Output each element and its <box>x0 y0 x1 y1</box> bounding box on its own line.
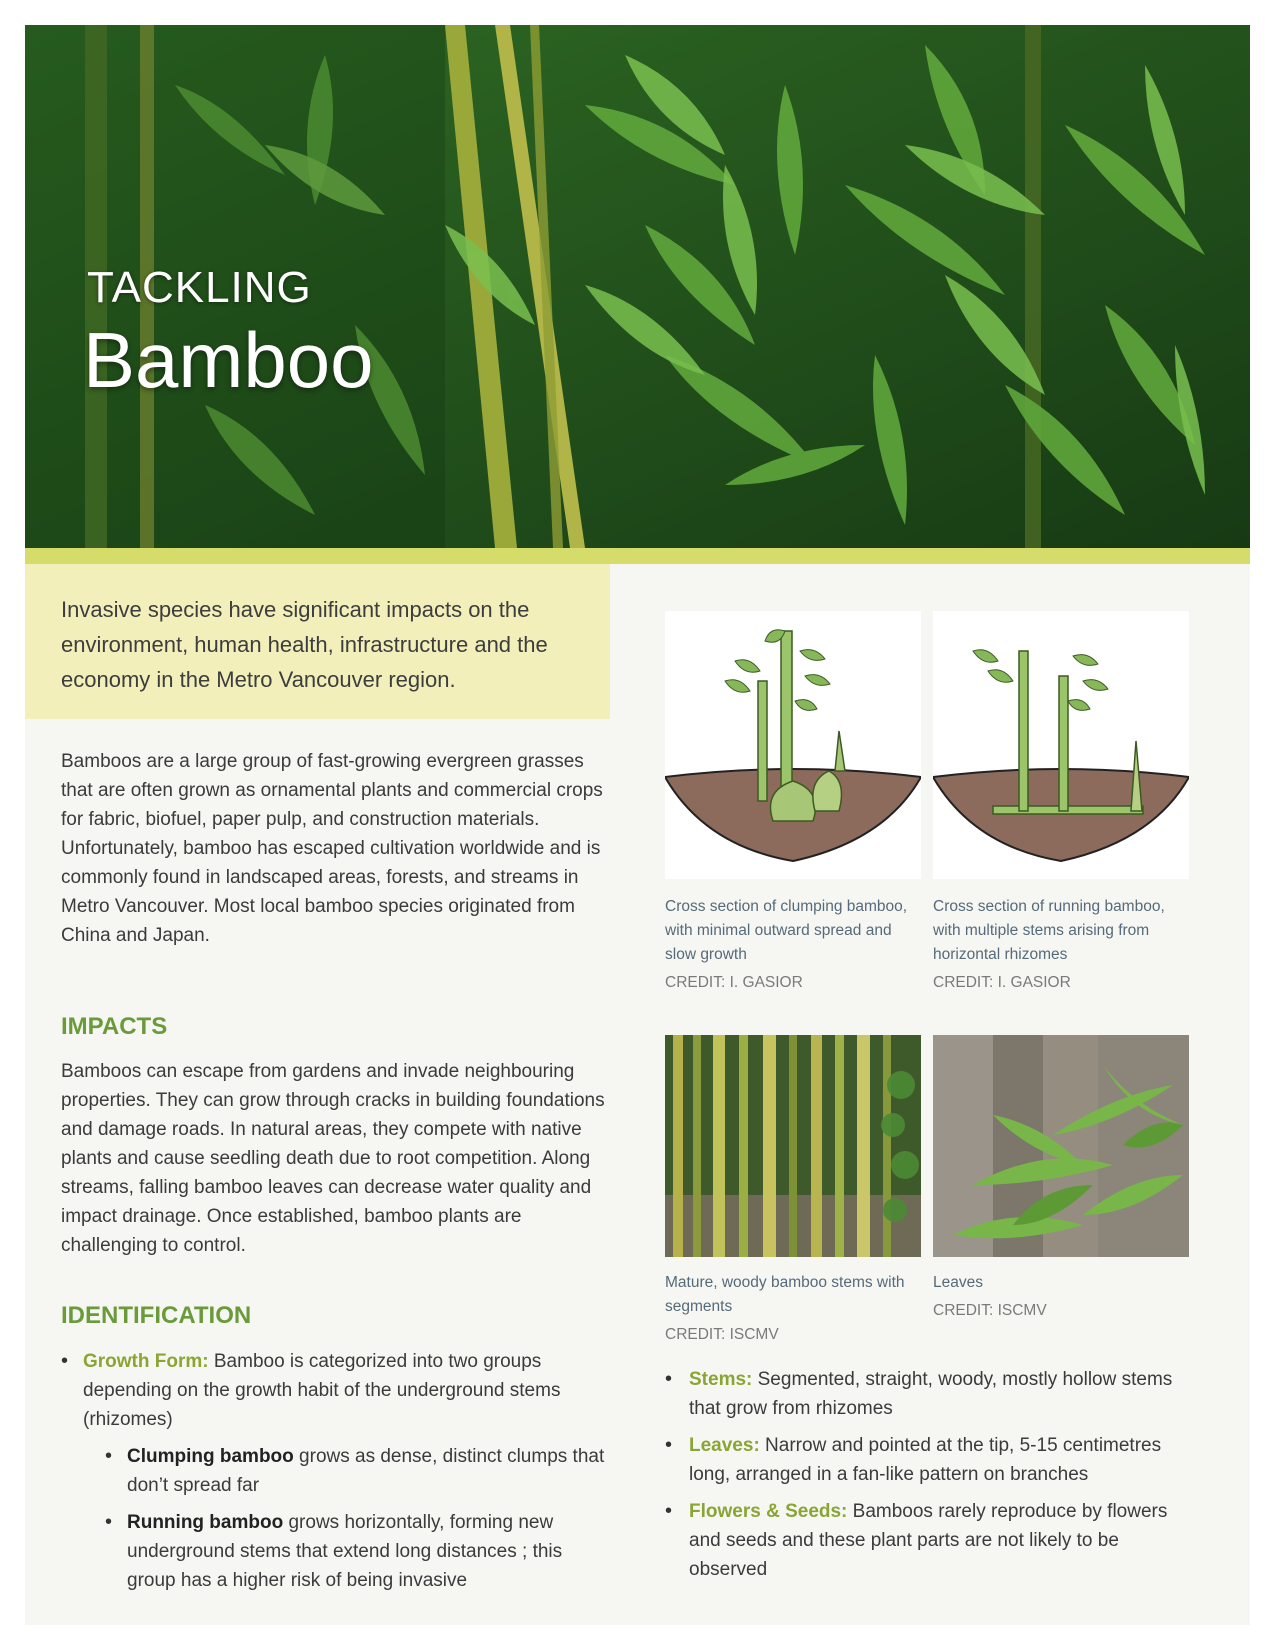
figure-caption-stems <box>665 1271 921 1347</box>
credit-text: CREDIT: I. GASIOR <box>665 974 803 991</box>
list-item-clumping <box>105 1442 609 1500</box>
identification-list <box>61 1347 609 1603</box>
running-bamboo-illustration <box>933 611 1189 879</box>
impacts-paragraph: Bamboos can escape from gardens and invade neighbouring properties. They can grow through cracks in building foundations and damage roads. In natural areas, they compete with native plants and cause seedling death due to root competition. Along streams, falling bamboo leaves can decrease water quality and impact drainage. Once established, bamboo plants are challenging to control. <box>61 1061 605 1256</box>
caption-text: Mature, woody bamboo stems with segments <box>665 1274 905 1315</box>
intro-text: Invasive species have significant impacts on the environment, human health, infrastructure and the economy in the Metro Vancouver region. <box>61 597 548 692</box>
clumping-term: Clumping bamboo <box>127 1446 294 1467</box>
hero-banner <box>25 25 1250 548</box>
credit-text: CREDIT: ISCMV <box>665 1326 779 1343</box>
leaves-term: Leaves: <box>689 1435 760 1456</box>
list-item-growth-form <box>61 1347 609 1595</box>
caption-text: Leaves <box>933 1274 983 1291</box>
identification-heading: IDENTIFICATION <box>61 1302 252 1329</box>
page-title: Bamboo <box>83 316 374 404</box>
list-item-flowers-seeds <box>665 1497 1190 1584</box>
intro-callout <box>25 564 610 719</box>
clumping-text: grows as dense, distinct clumps that don’t spread far <box>127 1446 605 1496</box>
stems-term: Stems: <box>689 1369 753 1390</box>
running-term: Running bamboo <box>127 1512 284 1533</box>
bamboo-stems-photo <box>665 1035 921 1257</box>
list-item-leaves <box>665 1431 1190 1489</box>
flowers-seeds-term: Flowers & Seeds: <box>689 1501 848 1522</box>
flowers-seeds-text: Bamboos rarely reproduce by flowers and seeds and these plant parts are not likely to be observed <box>689 1501 1168 1580</box>
credit-text: CREDIT: ISCMV <box>933 1302 1047 1319</box>
bamboo-leaves-photo <box>933 1035 1189 1257</box>
list-item-running <box>105 1508 609 1595</box>
figure-caption-leaves <box>933 1271 1189 1323</box>
overview-paragraph: Bamboos are a large group of fast-growing evergreen grasses that are often grown as ornamental plants and commercial crops for fabric, biofuel, paper pulp, and construction materials. Unfortunately, bamboo has escaped cultivation worldwide and is commonly found in landscaped areas, forests, and streams in Metro Vancouver. Most local bamboo species originated from China and Japan. <box>61 751 603 946</box>
stems-text: Segmented, straight, woody, mostly hollow stems that grow from rhizomes <box>689 1369 1173 1419</box>
growth-form-text: Bamboo is categorized into two groups depending on the growth habit of the underground stems (rhizomes) <box>83 1351 561 1430</box>
accent-band <box>25 548 1250 564</box>
caption-text: Cross section of running bamboo, with multiple stems arising from horizontal rhizomes <box>933 898 1165 963</box>
features-list <box>665 1365 1190 1592</box>
list-item-stems <box>665 1365 1190 1423</box>
figure-caption-clumping <box>665 895 921 995</box>
growth-form-term: Growth Form: <box>83 1351 209 1372</box>
growth-form-sublist <box>83 1442 609 1595</box>
leaves-text: Narrow and pointed at the tip, 5-15 centimetres long, arranged in a fan-like pattern on branches <box>689 1435 1162 1485</box>
figure-caption-running <box>933 895 1189 995</box>
credit-text: CREDIT: I. GASIOR <box>933 974 1071 991</box>
hero-kicker: TACKLING <box>87 263 312 312</box>
caption-text: Cross section of clumping bamboo, with minimal outward spread and slow growth <box>665 898 908 963</box>
impacts-heading: IMPACTS <box>61 1013 168 1040</box>
clumping-bamboo-illustration <box>665 611 921 879</box>
fact-sheet-page <box>25 25 1250 1625</box>
running-text: grows horizontally, forming new underground stems that extend long distances ; this group has a higher risk of being invasive <box>127 1512 563 1591</box>
